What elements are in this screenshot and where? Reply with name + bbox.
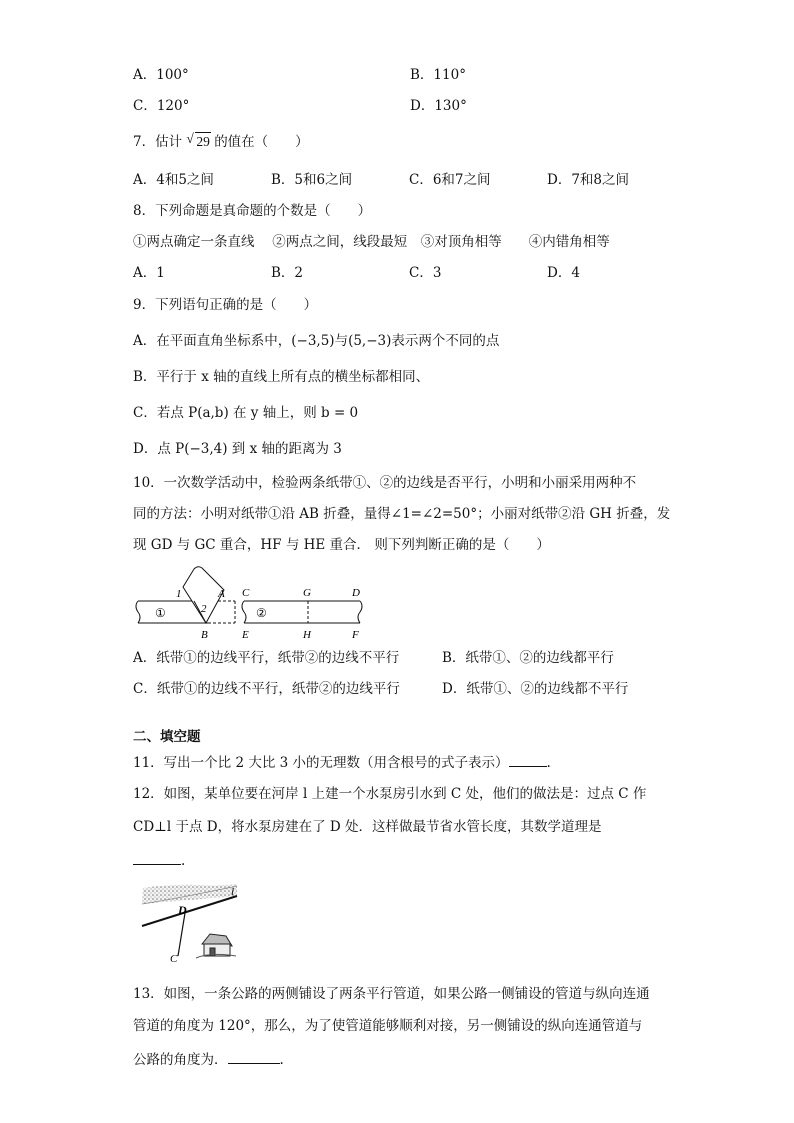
q10-figure <box>128 563 368 643</box>
q10-option-c: C．纸带①的边线不平行，纸带②的边线平行 <box>133 681 400 697</box>
q13-answer-blank <box>228 1049 280 1064</box>
point-b-label: B <box>201 629 208 641</box>
q10-option-b: B．纸带①、②的边线都平行 <box>442 650 614 666</box>
q7-stem-post: 的值在（ ） <box>214 134 309 150</box>
point-a-label: A <box>218 588 225 600</box>
q9-option-d: D．点 P(−3,4) 到 x 轴的距离为 3 <box>133 441 342 457</box>
section-title-fill-in: 二、填空题 <box>133 729 201 745</box>
q10-line-1: 10．一次数学活动中，检验两条纸带①、②的边线是否平行，小明和小丽采用两种不 <box>133 475 637 491</box>
q12-line-3 <box>133 850 185 870</box>
q13-line-3 <box>133 1049 284 1069</box>
q7-option-a: A．4和5之间 <box>133 172 214 188</box>
q7-radicand: 29 <box>196 134 210 149</box>
q11-answer-blank <box>509 752 547 767</box>
point-d-label-q12: D <box>178 903 187 917</box>
angle-1-label: 1 <box>176 588 182 600</box>
q12-line-1: 12．如图，某单位要在河岸 l 上建一个水泵房引水到 C 处，他们的做法是：过点 C 作 <box>133 786 647 802</box>
q9-option-a: A．在平面直角坐标系中，(−3,5)与(5,−3)表示两个不同的点 <box>133 333 500 349</box>
q9-option-b: B．平行于 x 轴的直线上所有点的横坐标都相同、 <box>133 369 430 385</box>
q11-text: 11．写出一个比 2 大比 3 小的无理数（用含根号的式子表示） <box>133 755 509 771</box>
point-g-label: G <box>303 587 311 599</box>
q7-option-d: D．7和8之间 <box>547 172 630 188</box>
q8-option-b: B．2 <box>271 265 304 281</box>
q7-option-b: B．5和6之间 <box>271 172 353 188</box>
q11-end: . <box>546 755 551 771</box>
point-c-label: C <box>242 587 250 599</box>
q11 <box>133 752 551 772</box>
q12-line-2: CD⊥l 于点 D，将水泵房建在了 D 处．这样做最节省水管长度，其数学道理是 <box>133 819 602 835</box>
line-l-label: l <box>231 886 235 898</box>
q10-option-a: A．纸带①的边线平行，纸带②的边线不平行 <box>133 650 400 666</box>
q8-option-c: C．3 <box>409 265 442 281</box>
q6-option-c: C．120° <box>133 98 190 114</box>
angle-2-label: 2 <box>201 603 207 615</box>
point-c-label-q12: C <box>170 953 178 964</box>
strip-2-label: ② <box>256 606 267 620</box>
q7-stem <box>133 133 309 151</box>
q10-line-3: 现 GD 与 GC 重合，HF 与 HE 重合． 则下列判断正确的是（ ） <box>133 537 550 553</box>
q6-option-b: B．110° <box>410 67 466 83</box>
q7-stem-pre: 7．估计 <box>133 134 183 150</box>
q12-answer-blank <box>133 850 181 865</box>
house-icon <box>196 934 236 958</box>
pipe-cd <box>178 913 185 956</box>
q9-option-c: C．若点 P(a,b) 在 y 轴上，则 b = 0 <box>133 405 359 421</box>
q6-option-d: D．130° <box>410 98 467 114</box>
q8-option-a: A．1 <box>133 265 165 281</box>
q7-sqrt: √ 29 <box>186 131 210 149</box>
strip-1-label: ① <box>155 606 166 620</box>
q13-line-1: 13．如图，一条公路的两侧铺设了两条平行管道，如果公路一侧铺设的管道与纵向连通 <box>133 986 650 1002</box>
point-f-label: F <box>352 629 359 641</box>
q12-figure <box>140 882 240 964</box>
q10-option-d: D．纸带①、②的边线都不平行 <box>442 681 629 697</box>
q13-line-2: 管道的角度为 120°，那么，为了使管道能够顺利对接，另一侧铺设的纵向连通管道与 <box>133 1018 643 1034</box>
q12-end: . <box>181 853 186 869</box>
q13-text: 公路的角度为． <box>133 1052 228 1068</box>
q8-propositions: ①两点确定一条直线 ②两点之间，线段最短 ③对顶角相等 ④内错角相等 <box>133 234 610 250</box>
point-h-label: H <box>303 629 311 641</box>
q10-line-2: 同的方法：小明对纸带①沿 AB 折叠，量得∠1=∠2=50°；小丽对纸带②沿 GH 折叠，发 <box>133 506 671 522</box>
q8-stem: 8．下列命题是真命题的个数是（ ） <box>133 203 372 219</box>
q9-stem: 9．下列语句正确的是（ ） <box>133 297 318 313</box>
q6-option-a: A．100° <box>133 67 189 83</box>
point-d-label: D <box>352 587 360 599</box>
point-e-label: E <box>242 629 249 641</box>
q13-end: . <box>279 1052 284 1068</box>
q8-option-d: D．4 <box>547 265 580 281</box>
q7-option-c: C．6和7之间 <box>409 172 491 188</box>
